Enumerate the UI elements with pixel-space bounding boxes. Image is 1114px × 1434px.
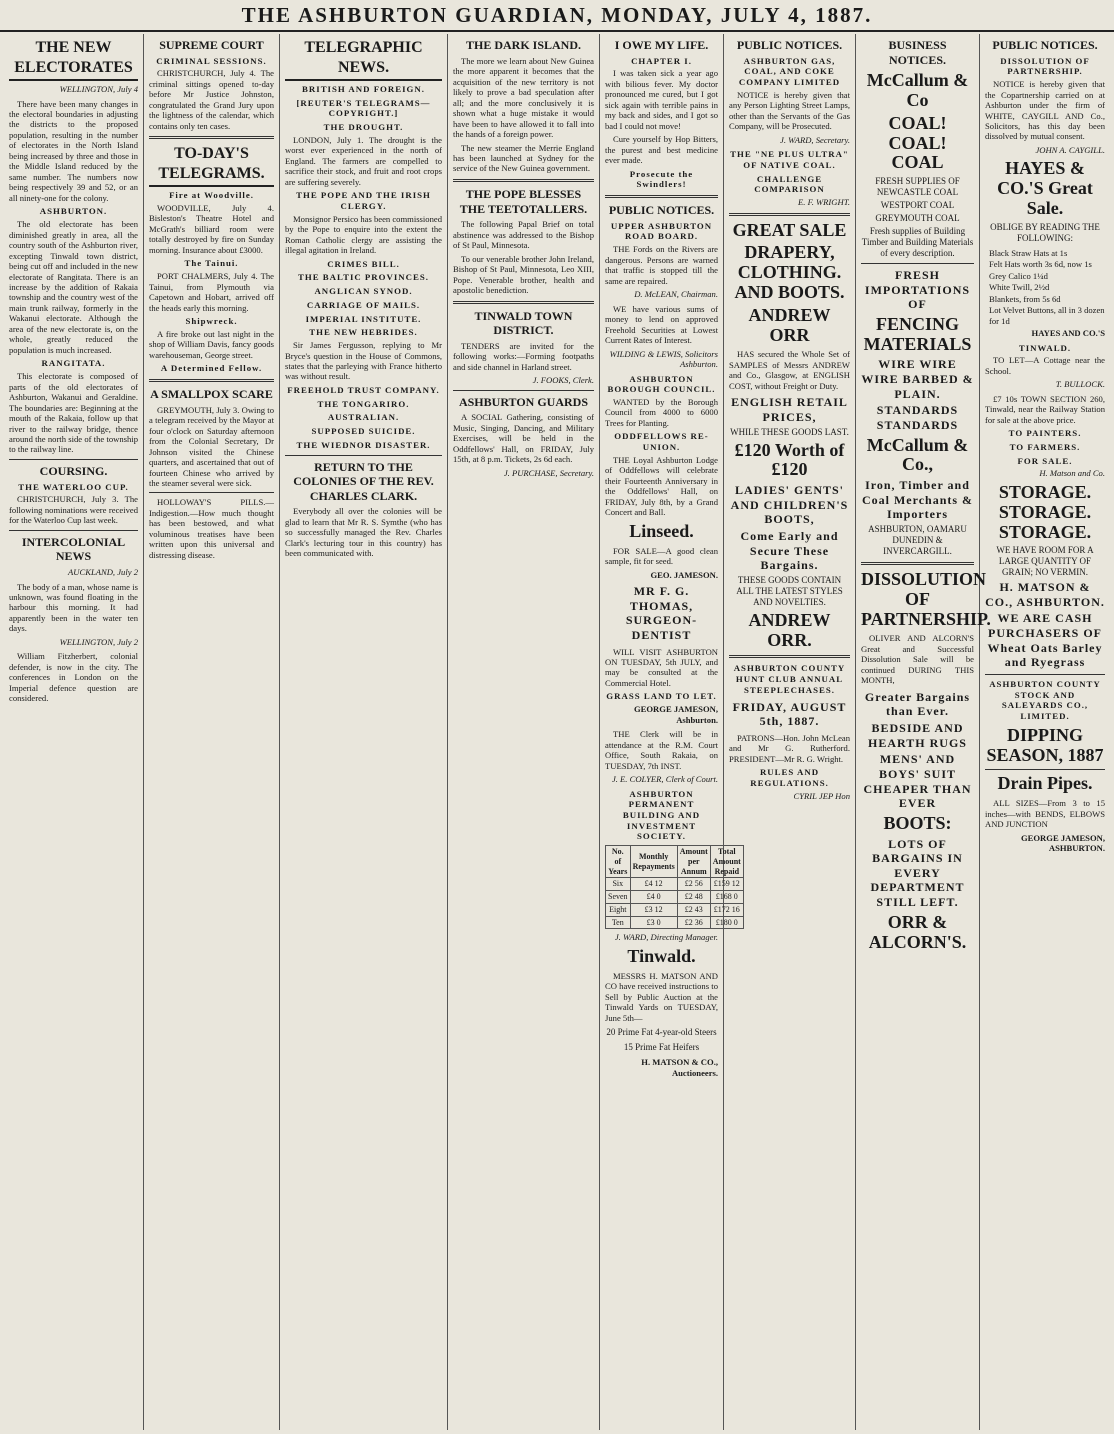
ad-line: H. MATSON & CO., ASHBURTON. — [985, 580, 1105, 609]
divider — [729, 655, 850, 658]
ad-line: WHILE THESE GOODS LAST. — [730, 426, 849, 437]
article-paragraph: LONDON, July 1. The drought is the worst ever experienced in the north of England. The farmers are compelled to sacrifice their stock, and fruit and root crops are suffering severely. — [285, 134, 442, 187]
ad-line: WESTPORT COAL — [880, 200, 955, 211]
subheading: AUSTRALIAN. — [327, 412, 400, 423]
subheading: ASHBURTON BOROUGH COUNCIL. — [607, 373, 716, 395]
section-heading: RETURN TO THE COLONIES OF THE REV. CHARLES CLARK. — [293, 459, 434, 503]
divider — [985, 769, 1105, 770]
divider — [453, 390, 594, 391]
notice-paragraph: THE Clerk will be in attendance at the R.M. Court Office, South Rakaia, on TUESDAY, 7th INST. — [605, 729, 718, 771]
ad-headline: STORAGE. STORAGE. STORAGE. — [998, 481, 1092, 542]
signature: J. WARD, Directing Manager. — [614, 932, 718, 943]
divider — [729, 213, 850, 216]
signature: GEORGE JAMESON, ASHBURTON. — [1020, 832, 1105, 854]
column-heading: THE NEW ELECTORATES — [9, 38, 138, 81]
table-cell: £2 36 — [677, 916, 710, 929]
subheading: TO PAINTERS. — [1008, 428, 1082, 439]
table-cell: Ten — [606, 916, 631, 929]
table-cell: £168 0 — [710, 891, 743, 904]
column-heading: I OWE MY LIFE. — [614, 38, 709, 52]
columns — [4, 34, 1110, 1430]
subheading: IMPERIAL INSTITUTE. — [305, 313, 422, 324]
ad-headline: Tinwald. — [627, 945, 696, 966]
subheading: CHAPTER I. — [631, 55, 692, 66]
subheading: FREEHOLD TRUST COMPANY. — [287, 384, 440, 395]
subheading: THE "NE PLUS ULTRA" OF NATIVE COAL. — [730, 149, 849, 170]
table-cell: £4 12 — [630, 878, 677, 891]
subheading: UPPER ASHBURTON ROAD BOARD. — [610, 220, 713, 242]
table-header: No. of Years — [606, 846, 631, 878]
notice-paragraph: PATRONS—Hon. John McLean and Mr G. Rutherford. PRESIDENT—Mr R. G. Wright. — [729, 732, 850, 764]
column-4 — [448, 34, 600, 1430]
table-cell: £4 0 — [630, 891, 677, 904]
ad-line: FRESH IMPORTATIONS OF — [864, 268, 971, 312]
ad-line: THESE GOODS CONTAIN ALL THE LATEST STYLES AND NOVELTIES. — [736, 574, 843, 607]
ad-headline: McCallum & Co — [866, 70, 969, 111]
article-paragraph: The old electorate has been diminished greatly in area, all the country south of the Ashburton river, excepting Tinwald town district, being cut off and included in the new electorate of Rangitata. There is an increase by the addition of Rakaia township and the country west of the main trunk railway, formerly in the Wakanui electorate. Although the area of the new electorate is, on the whole, greatly reduced the population is much increased. — [9, 219, 138, 355]
table-header: Total Amount Repaid — [710, 846, 743, 878]
subheading: THE BALTIC PROVINCES. — [298, 272, 429, 283]
ad-line: Come Early and Secure These Bargains. — [740, 528, 839, 573]
notice-paragraph: A SOCIAL Gathering, consisting of Music, Singing, Dancing, and Military Exercises, will be held in the Oddfellows' Hall, on FRIDAY, July 15th, at 8 p.m. Tickets, 2s 6d each. — [453, 412, 594, 465]
notice-paragraph: FOR SALE—A good clean sample, fit for seed. — [605, 545, 718, 567]
subheading: THE WIEDNOR DISASTER. — [296, 439, 431, 450]
table-cell: £172 16 — [710, 903, 743, 916]
notice-paragraph: ALL SIZES—From 3 to 15 inches—with BENDS, ELBOWS AND JUNCTION — [985, 798, 1105, 830]
article-paragraph: CHRISTCHURCH, July 3. The following nominations were received for the Waterloo Cup last week. — [9, 494, 138, 526]
section-heading: TO-DAY'S TELEGRAMS. — [149, 144, 274, 187]
ad-line: Fresh supplies of Building Timber and Building Materials of every description. — [861, 226, 974, 259]
divider — [149, 379, 274, 382]
section-heading: A SMALLPOX SCARE — [150, 386, 273, 401]
table-cell: £2 48 — [677, 891, 710, 904]
column-2 — [144, 34, 280, 1430]
article-paragraph: The following Papal Brief on total abstinence was addressed to the Bishop of St Paul, Minnesota. — [453, 219, 594, 251]
article-paragraph: PORT CHALMERS, July 4. The Tainui, from Plymouth via Capetown and Hobart, arrived off the heads early this morning. — [149, 271, 274, 313]
signature: JOHN A. CAYGILL. — [1035, 144, 1105, 155]
notice-paragraph: THE Loyal Ashburton Lodge of Oddfellows will celebrate their Fourteenth Anniversary in the Oddfellows' Hall, on FRIDAY, July 8th, by a Grand Concert and Ball. — [605, 454, 718, 518]
table-cell: £159 12 — [710, 878, 743, 891]
dateline: WELLINGTON, July 2 — [59, 636, 138, 647]
signature: GEO. JAMESON. — [650, 569, 718, 580]
subheading: CRIMES BILL. — [327, 258, 400, 269]
subheading: CHALLENGE COMPARISON — [754, 173, 825, 195]
subheading: Fire at Woodville. — [169, 190, 254, 201]
article-paragraph: To our venerable brother John Ireland, Bishop of St Paul, Minnesota, Leo XIII, Pope. Venerable brother, health and apostolic benediction. — [453, 253, 594, 296]
ad-line: BEDSIDE AND HEARTH RUGS — [868, 721, 967, 750]
notice-paragraph: OLIVER AND ALCORN'S Great and Successful Dissolution Sale will be continued DURING THIS MONTH, — [861, 633, 974, 686]
list-item: Felt Hats worth 3s 6d, now 1s — [989, 259, 1092, 270]
column-heading: TELEGRAPHIC NEWS. — [285, 38, 442, 81]
signature: HAYES AND CO.'S — [1031, 328, 1105, 339]
sale-list — [985, 248, 1105, 326]
ad-headline: DIPPING SEASON, 1887 — [986, 724, 1104, 765]
signature: H. Matson and Co. — [1039, 468, 1105, 479]
ad-line: OBLIGE BY READING THE FOLLOWING: — [990, 221, 1100, 243]
article-paragraph: A fire broke out last night in the shop of William Davis, fancy goods warehouseman, George street. — [149, 328, 274, 360]
divider — [149, 136, 274, 139]
repayment-table — [605, 845, 744, 929]
subheading: CRIMINAL SESSIONS. — [156, 55, 267, 66]
ad-line: LOTS OF BARGAINS IN EVERY DEPARTMENT STILL LEFT. — [870, 836, 965, 910]
ad-headline: DISSOLUTION OF PARTNERSHIP. — [861, 568, 991, 629]
subheading: ASHBURTON COUNTY HUNT CLUB ANNUAL STEEPLECHASES. — [733, 663, 846, 695]
subheading: ANGLICAN SYNOD. — [314, 286, 413, 297]
ad-line: WIRE WIRE WIRE BARBED & PLAIN. — [861, 357, 974, 401]
list-item: Lot Velvet Buttons, all in 3 dozen for 1d — [989, 305, 1105, 326]
dateline: AUCKLAND, July 2 — [68, 567, 138, 578]
column-8 — [980, 34, 1110, 1430]
ad-headline: BOOTS: — [883, 812, 952, 833]
ad-line: GREYMOUTH COAL — [875, 213, 960, 224]
table-row — [606, 891, 744, 904]
ad-line: LADIES' GENTS' AND CHILDREN'S BOOTS, — [730, 483, 849, 527]
subheading: The Tainui. — [184, 258, 239, 269]
ad-headline: ANDREW ORR — [748, 304, 831, 345]
table-cell: £2 43 — [677, 903, 710, 916]
section-heading: TINWALD TOWN DISTRICT. — [474, 308, 573, 338]
ad-line: WE HAVE ROOM FOR A LARGE QUANTITY OF GRAIN; NO VERMIN. — [996, 545, 1094, 578]
subheading: GRASS LAND TO LET. — [606, 691, 717, 702]
article-paragraph: Monsignor Persico has been commissioned by the Pope to enquire into the extent the Roman Catholic clergy are assisting the illegal agitation in Ireland. — [285, 213, 442, 256]
ad-line: FRIDAY, AUGUST 5th, 1887. — [732, 699, 847, 729]
list-item: White Twill, 2½d — [989, 282, 1050, 293]
article-paragraph: GREYMOUTH, July 3. Owing to a telegram received by the Mayor at four o'clock on Saturday afternoon from the Colonial Secretary, Dr Johnson visited the Chinese quarters, and ascertained that out of fourteen Chinese who arrived by the steamer several were sick. — [149, 404, 274, 488]
table-row — [606, 916, 744, 929]
section-heading: THE POPE BLESSES THE TEETOTALLERS. — [459, 186, 588, 216]
notice-paragraph: WILL VISIT ASHBURTON ON TUESDAY, 5th JULY, and may be consulted at the Commercial Hotel. — [605, 646, 718, 688]
divider — [453, 301, 594, 304]
subheading: THE POPE AND THE IRISH CLERGY. — [296, 190, 431, 212]
section-heading: ASHBURTON GUARDS — [458, 394, 589, 409]
subheading: Shipwreck. — [185, 316, 238, 327]
column-1 — [4, 34, 144, 1430]
signature: GEORGE JAMESON, Ashburton. — [633, 704, 718, 725]
subheading: ASHBURTON PERMANENT BUILDING AND INVESTMENT SOCIETY. — [622, 788, 701, 842]
subheading: SUPPOSED SUICIDE. — [311, 426, 416, 437]
lot-line: 20 Prime Fat 4-year-old Steers — [606, 1027, 717, 1038]
column-7 — [856, 34, 991, 1430]
masthead-title: THE ASHBURTON GUARDIAN, MONDAY, JULY 4, 1887. — [241, 3, 873, 27]
signature: CYRIL JEP Hon — [793, 790, 850, 801]
ad-headline: MR F. G. THOMAS, SURGEON-DENTIST — [625, 584, 698, 642]
subheading: ASHBURTON. — [39, 206, 108, 217]
article-paragraph: The more we learn about New Guinea the more apparent it becomes that the acquisition of the new territory is not likely to prove a bad speculation after all; and the more conclusively it is shown what a huge mistake it would have been to have allowed it to fall into the hands of a foreign power. — [453, 55, 594, 140]
list-item: Blankets, from 5s 6d — [989, 293, 1061, 304]
article-paragraph: Everybody all over the colonies will be glad to learn that Mr R. S. Symthe (who has so successfully managed the Rev. Charles Clark's lecturing tour in this country) has been communicated with. — [285, 506, 442, 559]
article-paragraph: The new steamer the Merrie England has been launched at Sydney for the service of the New Guinea government. — [453, 142, 594, 174]
ad-headline: HAYES & CO.'S Great Sale. — [997, 158, 1093, 219]
article-paragraph: WOODVILLE, July 4. Bisleston's Theatre Hotel and McGrath's billiard room were totally destroyed by fire on Sunday morning. Insurance about £3000. — [149, 203, 274, 255]
notice-paragraph: MESSRS H. MATSON AND CO have received instructions to Sell by Public Auction at the Tinwald Yards on TUESDAY, June 5th— — [605, 970, 718, 1023]
ad-line: FRESH SUPPLIES OF NEWCASTLE COAL — [875, 176, 960, 198]
table-cell: Seven — [606, 891, 631, 904]
subheading: BRITISH AND FOREIGN. — [302, 84, 425, 95]
ad-line: WE ARE CASH PURCHASERS OF Wheat Oats Barley and Ryegrass — [987, 611, 1103, 670]
ad-headline: GREAT SALE — [732, 219, 847, 240]
article-paragraph: Cure yourself by Hop Bitters, the purest and best medicine ever made. — [605, 134, 718, 166]
ad-line: ENGLISH RETAIL PRICES, — [731, 395, 848, 424]
ad-headline: Drain Pipes. — [997, 773, 1093, 794]
divider — [285, 455, 442, 456]
column-heading: THE DARK ISLAND. — [465, 38, 582, 52]
subheading: THE DROUGHT. — [323, 122, 404, 133]
table-cell: £2 56 — [677, 878, 710, 891]
table-header: Amount per Annum — [677, 846, 710, 878]
ad-line: Iron, Timber and Coal Merchants & Importers — [861, 478, 974, 522]
table-header: Monthly Repayments — [630, 846, 677, 878]
ad-headline: COAL! COAL! COAL — [888, 112, 947, 173]
subheading: THE TONGARIRO. — [317, 398, 410, 409]
article-paragraph: Sir James Fergusson, replying to Mr Bryce's question in the House of Commons, states that the parleying with France hitherto was without result. — [285, 340, 442, 382]
signature: WILDING & LEWIS, Solicitors Ashburton. — [609, 348, 718, 370]
table-cell: Eight — [606, 903, 631, 916]
column-6 — [724, 34, 856, 1430]
ad-headline: ANDREW ORR. — [748, 609, 831, 650]
signature: J. PURCHASE, Secretary. — [503, 467, 594, 478]
subheading: A Determined Fellow. — [160, 363, 263, 374]
section-heading: PUBLIC NOTICES. — [608, 203, 715, 218]
subheading: TINWALD. — [1018, 342, 1072, 353]
subheading: RULES AND REGULATIONS. — [750, 767, 829, 788]
article-paragraph: CHRISTCHURCH, July 4. The criminal sittings opened to-day before Mr Justice Johnston, congratulated the Grand Jury upon the lightness of the calendar, which contains only ten cases. — [149, 68, 274, 131]
list-item: Grey Calico 1¼d — [989, 270, 1048, 281]
article-paragraph: The body of a man, whose name is unknown, was found floating in the harbour this morning. It had apparently been in the water ten days. — [9, 581, 138, 634]
table-cell: Six — [606, 878, 631, 891]
article-paragraph: This electorate is composed of parts of the old electorates of Ashburton, Wakanui and Geraldine. The boundaries are: Beginning at the mouth of the Rakaia, follow up that river to the railway bridge, thence around the north side of the township to the railway line. — [9, 371, 138, 455]
subheading: THE NEW HEBRIDES. — [309, 327, 418, 338]
section-heading: INTERCOLONIAL NEWS — [21, 534, 126, 564]
subheading: THE WATERLOO CUP. — [18, 481, 129, 492]
notice-paragraph: £7 10s TOWN SECTION 260, Tinwald, near the Railway Station for sale at the above price. — [985, 393, 1105, 425]
table-cell: £180 0 — [710, 916, 743, 929]
signature: T. BULLOCK. — [1055, 379, 1105, 390]
divider — [861, 562, 974, 565]
subheading: RANGITATA. — [41, 358, 106, 369]
ad-line: MENS' AND BOYS' SUIT CHEAPER THAN EVER — [863, 752, 972, 811]
subheading: Prosecute the Swindlers! — [629, 168, 694, 190]
masthead — [0, 0, 1114, 32]
signature: E. F. WRIGHT. — [798, 197, 850, 208]
article-paragraph: William Fitzherbert, colonial defender, is now in the city. The conferences in London on the Imperial defence question are considered. — [9, 651, 138, 704]
ad-headline: DRAPERY, CLOTHING. AND BOOTS. — [734, 242, 845, 302]
ad-headline: McCallum & Co., — [866, 434, 969, 475]
column-heading: BUSINESS NOTICES. — [888, 38, 947, 67]
notice-paragraph: TO LET—A Cottage near the School. — [985, 355, 1105, 376]
column-3 — [280, 34, 448, 1430]
column-heading: SUPREME COURT — [159, 38, 264, 52]
column-5 — [600, 34, 741, 1430]
notice-paragraph: WANTED by the Borough Council from 4000 to 6000 Trees for Planting. — [605, 396, 718, 428]
advertisement-paragraph: HOLLOWAY'S PILLS.—Indigestion.—How much thought has been bestowed, and what voluminous treatises have been written upon this universal and distressing disease. — [149, 497, 274, 560]
notice-paragraph: HAS secured the Whole Set of SAMPLES of Messrs ANDREW and Co., Glasgow, at ENGLISH COST, without Freight or Duty. — [729, 349, 850, 391]
signature: H. MATSON & CO., Auctioneers. — [641, 1057, 718, 1078]
subheading: TO FARMERS. — [1009, 442, 1081, 452]
section-heading: COURSING. — [39, 463, 108, 478]
notice-paragraph: THE Fords on the Rivers are dangerous. Persons are warned that traffic is stopped till the same are repaired. — [605, 244, 718, 286]
notice-paragraph: TENDERS are invited for the following works:—Forming footpaths and side channel in Harland street. — [453, 340, 594, 372]
divider — [861, 263, 974, 264]
ad-line: Greater Bargains than Ever. — [864, 689, 971, 719]
ad-headline: £120 Worth of £120 — [734, 439, 845, 480]
divider — [9, 459, 138, 460]
signature: J. FOOKS, Clerk. — [532, 375, 594, 386]
divider — [605, 195, 718, 198]
ad-headline: FENCING MATERIALS — [863, 313, 972, 354]
notice-paragraph: WE have various sums of money to lend on approved Freehold Securities at Lowest Current Rates of Interest. — [605, 303, 718, 346]
dateline: WELLINGTON, July 4 — [59, 84, 138, 95]
article-paragraph: There have been many changes in the electoral boundaries in adjusting the districts to the proposed population, resulting in the number of electorates in the North Island being increased by three and those in the Middle Island reduced by the same number. The numbers now being respectively 39 and 52, or an all ninety-one for the colony. — [9, 98, 138, 203]
signature: D. McLEAN, Chairman. — [634, 289, 718, 300]
ad-line: ASHBURTON, OAMARU DUNEDIN & INVERCARGILL. — [868, 524, 967, 557]
notice-paragraph: NOTICE is hereby given that any Person Lighting Street Lamps, other than the Servants of the Gas Company, will be Prosecuted. — [729, 89, 850, 132]
table-row — [606, 878, 744, 891]
column-heading: PUBLIC NOTICES. — [736, 38, 843, 52]
signature: J. E. COLYER, Clerk of Court. — [611, 774, 718, 785]
lot-line: 15 Prime Fat Heifers — [623, 1042, 700, 1053]
column-heading: PUBLIC NOTICES. — [992, 38, 1098, 52]
table-cell: £3 12 — [630, 903, 677, 916]
divider — [149, 492, 274, 493]
list-item: Black Straw Hats at 1s — [989, 247, 1068, 258]
subheading: CARRIAGE OF MAILS. — [306, 299, 421, 310]
subheading: ODDFELLOWS RE-UNION. — [614, 431, 709, 453]
ad-headline: Linseed. — [629, 520, 694, 541]
ad-line: STANDARDS STANDARDS — [876, 403, 959, 432]
signature: J. WARD, Secretary. — [780, 134, 850, 145]
table-row — [606, 903, 744, 916]
divider — [453, 179, 594, 182]
article-paragraph: I was taken sick a year ago with bilious fever. My doctor pronounced me cured, but I got sick again with terrible pains in my back and sides, and I got so bad I could not move! — [605, 68, 718, 131]
subheading: FOR SALE. — [1017, 455, 1073, 466]
notice-paragraph: NOTICE is hereby given that the Copartnership carried on at Ashburton under the firm of WHITE, CAYGILL AND Co., Solicitors, has this day been dissolved by mutual consent. — [985, 79, 1105, 142]
divider — [985, 674, 1105, 675]
subheading: ASHBURTON COUNTY STOCK AND SALEYARDS CO., LIMITED. — [989, 678, 1101, 722]
ad-headline: ORR & ALCORN'S. — [868, 911, 967, 952]
table-cell: £3 0 — [630, 916, 677, 929]
divider — [9, 530, 138, 531]
subheading: ASHBURTON GAS, COAL, AND COKE COMPANY LIMITED — [738, 55, 841, 88]
subheading: DISSOLUTION OF PARTNERSHIP. — [1000, 55, 1090, 77]
wire-note: [REUTER'S TELEGRAMS—COPYRIGHT.] — [296, 97, 431, 119]
